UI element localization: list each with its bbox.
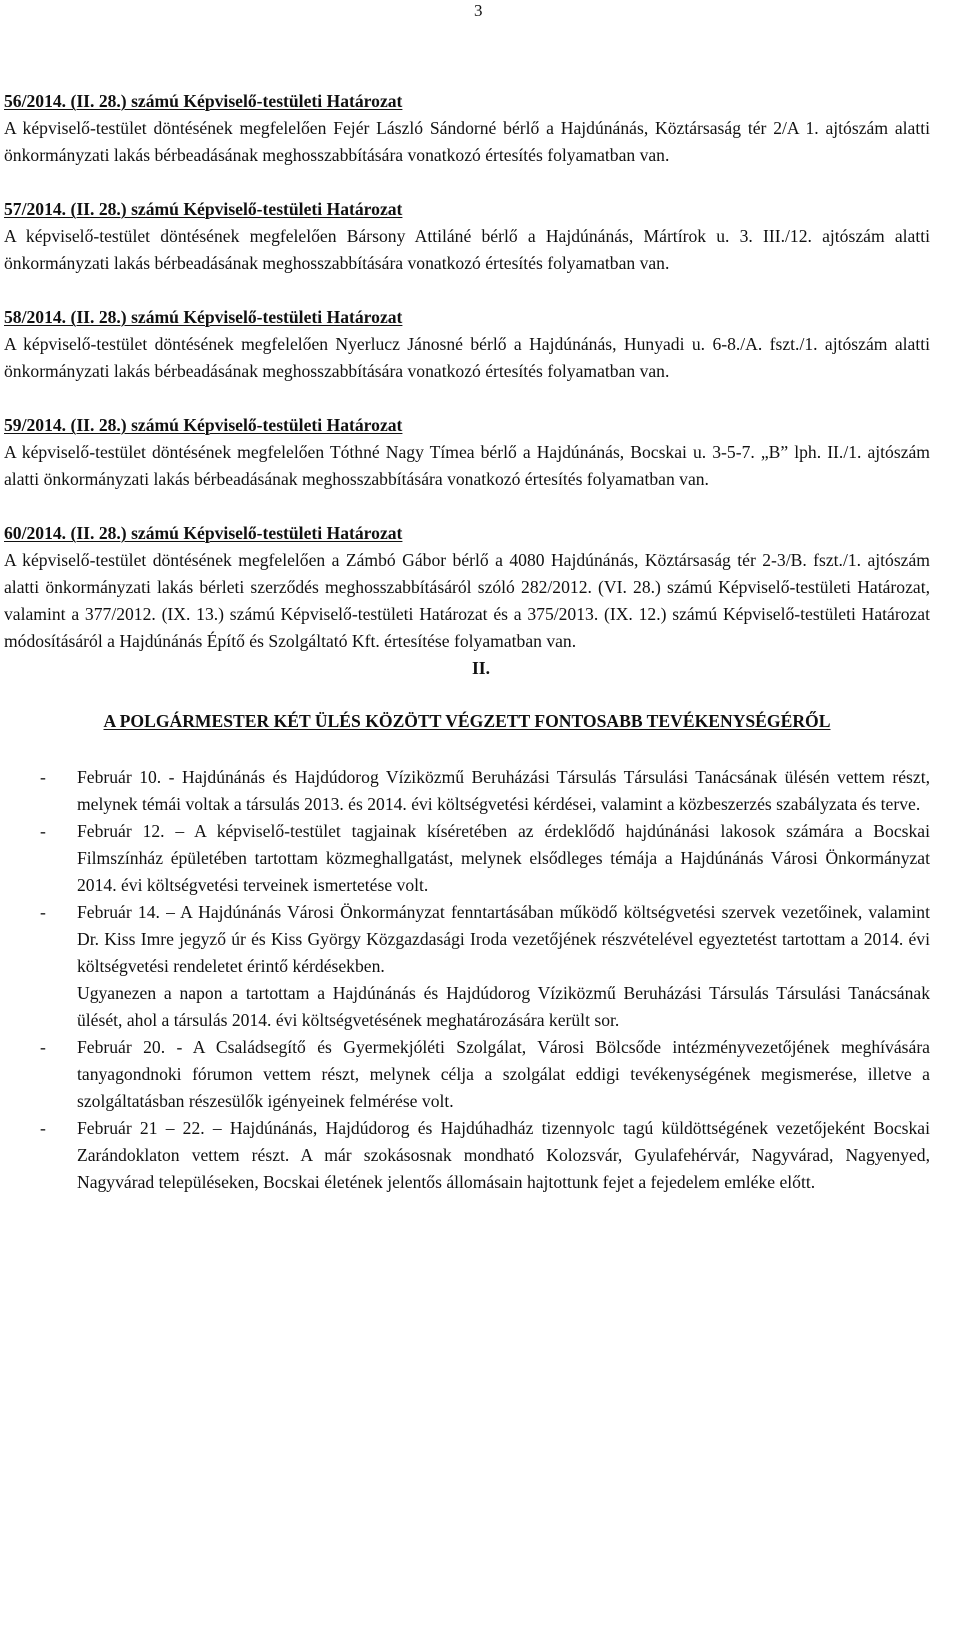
list-bullet: - [40, 1037, 46, 1057]
resolution-heading: 58/2014. (II. 28.) számú Képviselő-testületi Határozat [4, 307, 403, 327]
resolution-text: A képviselő-testület döntésének megfelelően Fejér László Sándorné bérlő a Hajdúnánás, Köztársaság tér 2/A 1. ajtószám alatti önkormányzati lakás bérbeadásának meghosszabbítására vonatkozó értesítés folyamatban van. [4, 118, 930, 165]
activity-text: Február 20. - A Családsegítő és Gyermekjóléti Szolgálat, Városi Bölcsőde intézményvezetőjének meghívására tanyagondnoki fórumon vettem részt, melynek célja a szolgálat eddigi tevékenységének megismerése, illetve a szolgáltatásban részesülők igényeinek felmérése volt. [77, 1037, 930, 1111]
resolution-60 [4, 520, 930, 655]
resolution-heading: 56/2014. (II. 28.) számú Képviselő-testületi Határozat [4, 91, 403, 111]
activity-item-feb-12 [4, 818, 930, 899]
resolution-heading: 59/2014. (II. 28.) számú Képviselő-testületi Határozat [4, 415, 403, 435]
resolution-58 [4, 304, 930, 385]
list-bullet: - [40, 767, 46, 787]
activity-item-feb-21-22 [4, 1115, 930, 1196]
list-bullet: - [40, 902, 46, 922]
list-bullet: - [40, 1118, 46, 1138]
activity-item-feb-14 [4, 899, 930, 1034]
activity-item-feb-20 [4, 1034, 930, 1115]
page-number: 3 [474, 1, 483, 20]
resolution-59 [4, 412, 930, 493]
resolution-text: A képviselő-testület döntésének megfelelően Tóthné Nagy Tímea bérlő a Hajdúnánás, Bocskai u. 3-5-7. „B” lph. II./1. ajtószám alatti önkormányzati lakás bérbeadásának meghosszabbítására vonatkozó értesítés folyamatban van. [4, 442, 930, 489]
activity-text: Február 14. – A Hajdúnánás Városi Önkormányzat fenntartásában működő költségvetési szervek vezetőinek, valamint Dr. Kiss Imre jegyző úr és Kiss György Közgazdasági Iroda vezetőjének részvételével egyeztetést tartottam a 2014. évi költségvetési rendeletet érintő kérdésekben. [77, 902, 930, 976]
activity-text: Február 21 – 22. – Hajdúnánás, Hajdúdorog és Hajdúhadház tizennyolc tagú küldöttségének vezetőjeként Bocskai Zarándoklaton vettem részt. A már szokásosnak mondható Kolozsvár, Gyulafehérvár, Nagyvárad, Nagyenyed, Nagyvárad településeken, Bocskai életének jelentős állomásain hajtottunk fejet a fejedelem emléke előtt. [77, 1118, 930, 1192]
activity-item-feb-10 [4, 764, 930, 818]
section-number: II. [471, 658, 491, 678]
activity-list [4, 764, 930, 1196]
list-bullet: - [40, 821, 46, 841]
resolution-text: A képviselő-testület döntésének megfelelően a Zámbó Gábor bérlő a 4080 Hajdúnánás, Köztársaság tér 2-3/B. fszt./1. ajtószám alatti önkormányzati lakás bérleti szerződés meghosszabbításáról szóló 282/2012. (VI. 28.) számú Képviselő-testületi Határozat, valamint a 377/2012. (IX. 13.) számú Képviselő-testületi Határozat és a 375/2013. (IX. 12.) számú Képviselő-testületi Határozat módosításáról a Hajdúnánás Építő és Szolgáltató Kft. értesítése folyamatban van. [4, 550, 930, 651]
resolution-57 [4, 196, 930, 277]
resolution-text: A képviselő-testület döntésének megfelelően Nyerlucz Jánosné bérlő a Hajdúnánás, Hunyadi u. 6-8./A. fszt./1. ajtószám alatti önkormányzati lakás bérbeadásának meghosszabbítására vonatkozó értesítés folyamatban van. [4, 334, 930, 381]
section-title: A POLGÁRMESTER KÉT ÜLÉS KÖZÖTT VÉGZETT FONTOSABB TEVÉKENYSÉGÉRŐL [103, 711, 831, 731]
resolution-heading: 57/2014. (II. 28.) számú Képviselő-testületi Határozat [4, 199, 403, 219]
resolution-56 [4, 88, 930, 169]
activity-text: Február 12. – A képviselő-testület tagjainak kíséretében az érdeklődő hajdúnánási lakosok számára a Bocskai Filmszínház épületében tartottam közmeghallgatást, melynek elsődleges témája a Hajdúnánás Városi Önkormányzat 2014. évi költségvetési terveinek ismertetése volt. [77, 821, 930, 895]
activity-extra-text: Ugyanezen a napon a tartottam a Hajdúnánás és Hajdúdorog Víziközmű Beruházási Társulás Társulási Tanácsának ülését, ahol a társulás 2014. évi költségvetésének meghatározására került sor. [77, 983, 930, 1030]
resolution-text: A képviselő-testület döntésének megfelelően Bársony Attiláné bérlő a Hajdúnánás, Mártírok u. 3. III./12. ajtószám alatti önkormányzati lakás bérbeadásának meghosszabbítására vonatkozó értesítés folyamatban van. [4, 226, 930, 273]
activity-text: Február 10. - Hajdúnánás és Hajdúdorog Víziközmű Beruházási Társulás Társulási Tanácsának ülésén vettem részt, melynek témái voltak a társulás 2013. és 2014. évi költségvetési kérdései, valamint a közbeszerzés szabályzata és terve. [77, 767, 930, 814]
document-body [4, 88, 930, 1196]
resolution-heading: 60/2014. (II. 28.) számú Képviselő-testületi Határozat [4, 523, 403, 543]
